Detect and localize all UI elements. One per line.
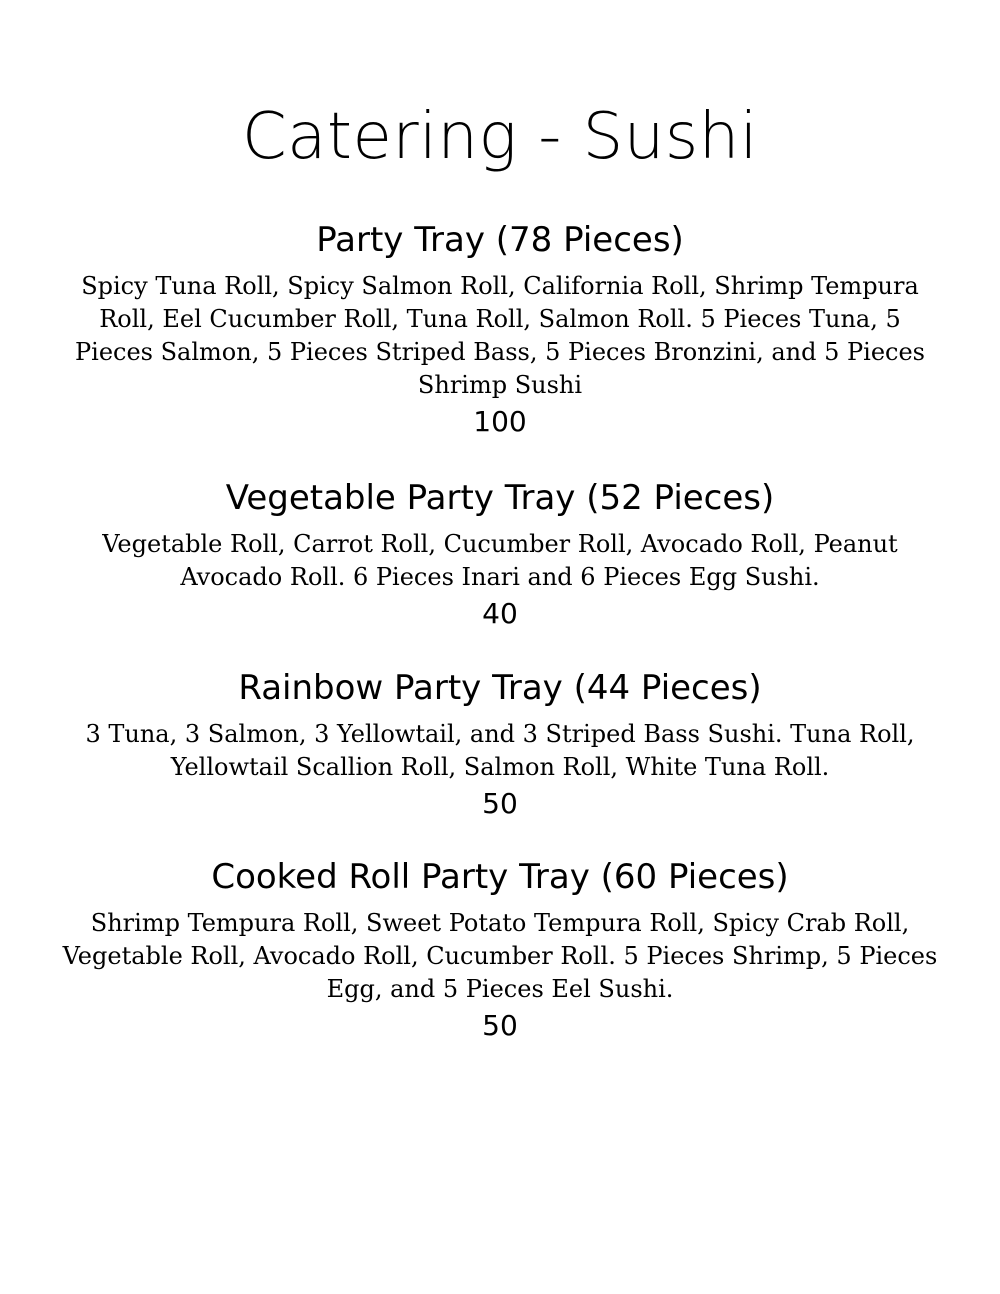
menu-item-name: Party Tray (78 Pieces) xyxy=(316,220,684,260)
menu-item-description: Vegetable Roll, Carrot Roll, Cucumber Roll, Avocado Roll, Peanut Avocado Roll. 6 Pieces Inari and 6 Pieces Egg Sushi. xyxy=(102,530,898,591)
menu-item-vegetable-party-tray xyxy=(0,476,1000,632)
menu-item-description: 3 Tuna, 3 Salmon, 3 Yellowtail, and 3 Striped Bass Sushi. Tuna Roll, Yellowtail Scallion Roll, Salmon Roll, White Tuna Roll. xyxy=(85,720,915,781)
menu-item-party-tray xyxy=(0,218,1000,440)
menu-item-price: 50 xyxy=(482,787,518,820)
menu-item-description: Spicy Tuna Roll, Spicy Salmon Roll, California Roll, Shrimp Tempura Roll, Eel Cucumber Roll, Tuna Roll, Salmon Roll. 5 Pieces Tuna, 5 Pieces Salmon, 5 Pieces Striped Bass, 5 Pieces Bronzini, and 5 Pieces Shrimp Sushi xyxy=(75,272,925,399)
menu-item-price: 40 xyxy=(482,597,518,630)
menu-item-price: 100 xyxy=(473,405,527,438)
menu-item-description: Shrimp Tempura Roll, Sweet Potato Tempura Roll, Spicy Crab Roll, Vegetable Roll, Avocado Roll, Cucumber Roll. 5 Pieces Shrimp, 5 Pieces Egg, and 5 Pieces Eel Sushi. xyxy=(62,909,938,1003)
menu-item-name: Rainbow Party Tray (44 Pieces) xyxy=(238,668,762,708)
page-title: Catering - Sushi xyxy=(241,100,759,174)
menu-item-cooked-roll-party-tray xyxy=(0,855,1000,1044)
menu-item-name: Cooked Roll Party Tray (60 Pieces) xyxy=(211,857,789,897)
menu-item-rainbow-party-tray xyxy=(0,666,1000,822)
menu-item-name: Vegetable Party Tray (52 Pieces) xyxy=(225,478,775,518)
menu-item-price: 50 xyxy=(482,1009,518,1042)
